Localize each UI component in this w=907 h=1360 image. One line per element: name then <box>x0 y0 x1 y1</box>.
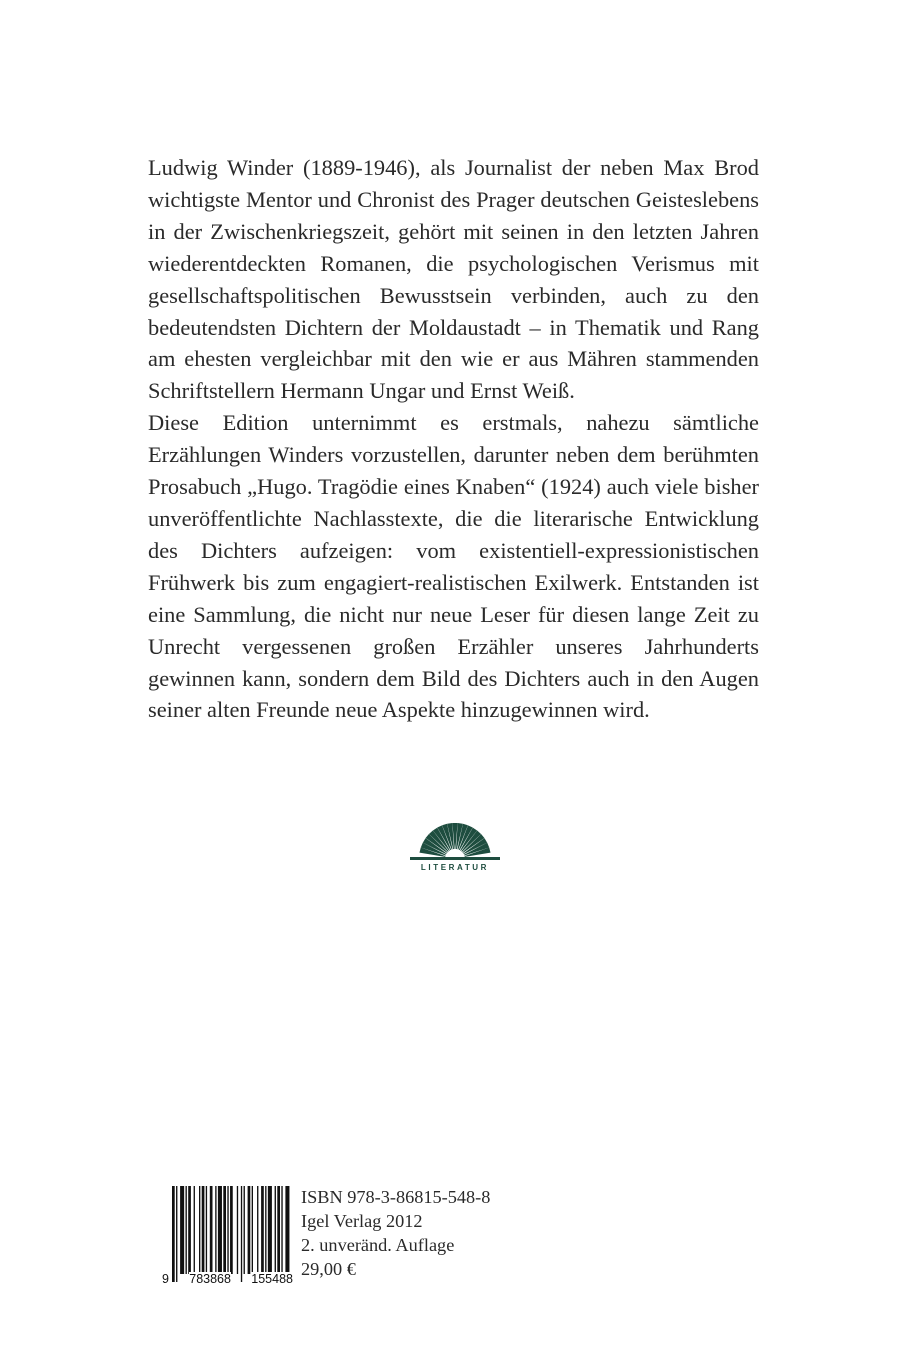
barcode-bar <box>188 1186 191 1274</box>
barcode-bar <box>252 1186 253 1274</box>
barcode-digit-first: 9 <box>162 1272 169 1286</box>
price-line: 29,00 € <box>301 1259 356 1279</box>
imprint <box>301 1185 490 1281</box>
barcode-bar <box>241 1186 242 1282</box>
barcode-digits-right: 155488 <box>251 1272 293 1286</box>
barcode-bar <box>194 1186 195 1274</box>
barcode-bar <box>265 1186 266 1274</box>
barcode-digits <box>162 1272 293 1286</box>
barcode-icon <box>162 1186 293 1282</box>
publisher-logo <box>400 815 510 877</box>
barcode-bar <box>176 1186 177 1282</box>
barcode-bar <box>237 1186 238 1274</box>
barcode-bar <box>281 1186 282 1274</box>
blurb-text <box>148 152 759 726</box>
barcode-bar <box>227 1186 228 1274</box>
barcode-bar <box>268 1186 272 1274</box>
sunrise-fan-icon <box>400 815 510 861</box>
isbn-barcode <box>162 1186 293 1292</box>
barcode-bar <box>180 1186 184 1274</box>
barcode-bar <box>186 1186 187 1274</box>
barcode-bar <box>277 1186 280 1274</box>
barcode-bar <box>172 1186 175 1282</box>
publisher-line: Igel Verlag 2012 <box>301 1211 423 1231</box>
barcode-bar <box>275 1186 276 1274</box>
edition-line: 2. unveränd. Auflage <box>301 1235 455 1255</box>
barcode-bar <box>210 1186 213 1274</box>
blurb-paragraph-1: Ludwig Winder (1889-1946), als Journalist der neben Max Brod wichtigste Mentor und Chronist des Prager deutschen Geisteslebens in der Zwischenkriegszeit, gehört mit seinen in den letzten Jahren wiederentdeckten Romanen, die psychologischen Verismus mit gesellschaftspolitischen Bewusstsein verbinden, auch zu den bedeutendsten Dichtern der Moldaustadt – in Thematik und Rang am ehesten vergleichbar mit den wie er aus Mähren stammenden Schriftstellern Hermann Ungar und Ernst Weiß. <box>148 155 759 404</box>
barcode-bar <box>248 1186 251 1274</box>
barcode-bar <box>218 1186 222 1274</box>
barcode-bar <box>244 1186 245 1274</box>
barcode-bar <box>230 1186 233 1274</box>
logo-baseline <box>410 857 500 860</box>
barcode-bar <box>199 1186 200 1274</box>
barcode-bar <box>257 1186 258 1274</box>
barcode-bar <box>261 1186 264 1274</box>
barcode-bar <box>223 1186 226 1274</box>
logo-label: LITERATUR <box>420 863 490 872</box>
barcode-bar <box>206 1186 207 1274</box>
barcode-bar <box>285 1186 289 1274</box>
barcode-bar <box>215 1186 216 1274</box>
isbn-line: ISBN 978-3-86815-548-8 <box>301 1187 491 1207</box>
barcode-bar <box>202 1186 205 1274</box>
blurb-paragraph-2: Diese Edition unternimmt es erstmals, nahezu sämtliche Erzählungen Winders vorzustellen, darunter neben dem berühmten Prosabuch „Hugo. Tragödie eines Knaben“ (1924) auch viele bisher unveröffentlichte Nachlasstexte, die die literarische Entwicklung des Dichters aufzeigen: vom existentiell-expressionistischen Frühwerk bis zum engagiert-​realistischen Exilwerk. Entstanden ist eine Sammlung, die nicht nur neue Leser für diesen lange Zeit zu Unrecht vergessenen großen Erzähler unseres Jahrhunderts gewinnen kann, sondern dem Bild des Dichters auch in den Augen seiner alten Freunde neue Aspekte hinzugewinnen wird. <box>148 410 759 723</box>
barcode-digits-left: 783868 <box>189 1272 231 1286</box>
